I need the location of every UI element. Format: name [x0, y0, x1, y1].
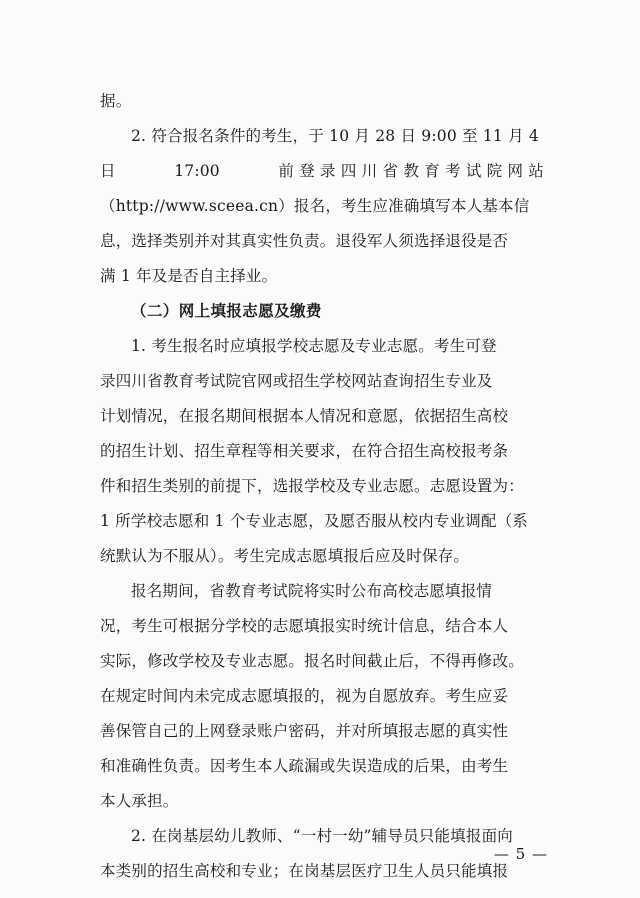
text-line: 息，选择类别并对其真实性负责。退役军人须选择退役是否: [100, 232, 509, 250]
paragraph-registration-period: [100, 574, 544, 819]
text-line: 本类别的招生高校和专业；在岗基层医疗卫生人员只能填报: [100, 862, 509, 880]
paragraph-registration-time: [100, 119, 544, 294]
page-number: — 5 —: [493, 845, 548, 863]
text-line: 的招生计划、招生章程等相关要求，在符合招生高校报考条: [100, 442, 509, 460]
text-line: 报名期间，省教育考试院将实时公布高校志愿填报情: [131, 582, 493, 600]
text-line: 满 1 年及是否自主择业。: [100, 267, 278, 285]
text-line: 实际，修改学校及专业志愿。报名时间截止后，不得再修改。: [100, 652, 524, 670]
paragraph-grassroots-restrictions: [100, 819, 544, 889]
text-line: （http://www.sceea.cn）报名，考生应准确填写本人基本信: [100, 197, 530, 215]
text-line: 件和招生类别的前提下，选报学校及专业志愿。志愿设置为：: [100, 477, 524, 495]
paragraph-continuation: [100, 84, 544, 119]
text-line: 在规定时间内未完成志愿填报的，视为自愿放弃。考生应妥: [100, 687, 509, 705]
text-line: 1 所学校志愿和 1 个专业志愿，及愿否服从校内专业调配（系: [100, 512, 529, 530]
text-line: 况，考生可根据分学校的志愿填报实时统计信息，结合本人: [100, 617, 509, 635]
text-line: 和准确性负责。因考生本人疏漏或失误造成的后果，由考生: [100, 757, 509, 775]
text-fragment: 17:00: [174, 162, 220, 180]
text-line: 统默认为不服从）。考生完成志愿填报后应及时保存。: [100, 547, 470, 565]
text-line: 录四川省教育考试院官网或招生学校网站查询招生专业及: [100, 372, 493, 390]
document-body: [100, 84, 544, 889]
text-line: 据。: [100, 92, 132, 110]
section-heading: （二）网上填报志愿及缴费: [131, 302, 322, 320]
text-line: 本人承担。: [100, 792, 179, 810]
text-line: [100, 154, 544, 189]
text-line: 善保管自己的上网登录账户密码，并对所填报志愿的真实性: [100, 722, 509, 740]
text-line: 计划情况，在报名期间根据本人情况和意愿，依据招生高校: [100, 407, 509, 425]
text-line: 2. 符合报名条件的考生，于 10 月 28 日 9:00 至 11 月 4: [131, 127, 539, 145]
text-fragment: 日: [100, 162, 116, 180]
text-fragment: 前 登 录 四 川 省 教 育 考 试 院 网 站: [278, 162, 544, 180]
paragraph-volunteer-choices: [100, 329, 544, 574]
text-line: 1. 考生报名时应填报学校志愿及专业志愿。考生可登: [131, 337, 497, 355]
text-line: 2. 在岗基层幼儿教师、“一村一幼”辅导员只能填报面向: [131, 827, 513, 845]
